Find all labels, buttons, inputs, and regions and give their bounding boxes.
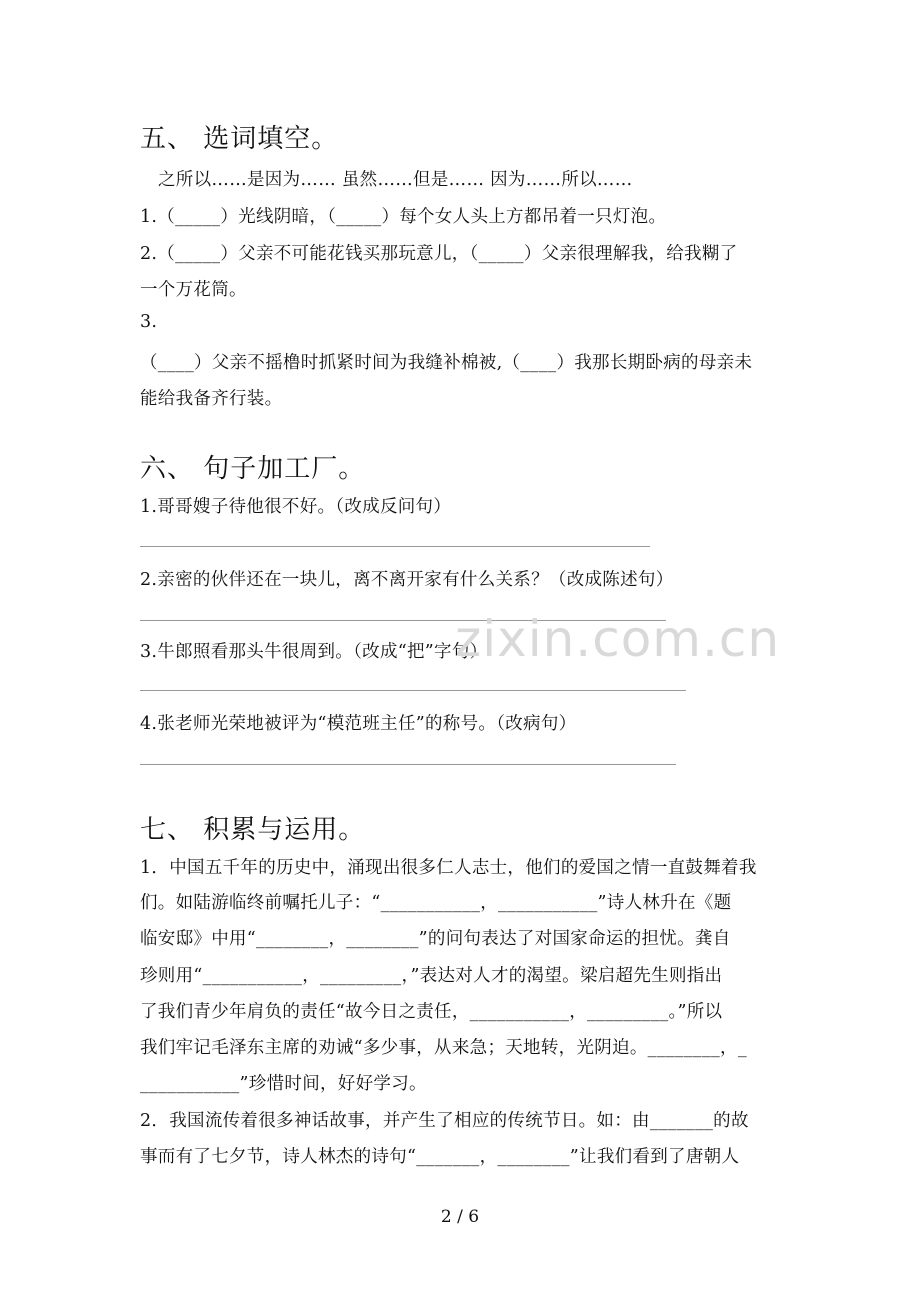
s7-line-7: ___________”珍惜时间，好好学习。 — [140, 1074, 427, 1094]
s5-question-2-line2: 一个万花筒。 — [140, 280, 247, 300]
s6-question-1: 1.哥哥嫂子待他很不好。（改成反问句） — [140, 497, 452, 517]
section7-heading: 七、 积累与运用。 — [140, 815, 366, 845]
watermark: zixin.com.cn — [455, 610, 781, 668]
s7-line-3: 临安邸》中用“________，________”的问句表达了对国家命运的担忧。龚自 — [140, 929, 731, 949]
section6-heading: 六、 句子加工厂。 — [140, 454, 366, 484]
s5-question-3-number: 3. — [140, 312, 158, 332]
s5-question-1: 1.（_____）光线阴暗，（_____）每个女人头上方都吊着一只灯泡。 — [140, 207, 667, 227]
s5-question-3-line1: （____）父亲不摇橹时抓紧时间为我缝补棉被,（____）我那长期卧病的母亲未 — [140, 353, 753, 373]
answer-line-1[interactable] — [140, 546, 650, 547]
s7-line-6: 我们牢记毛泽东主席的劝诫“多少事，从来急；天地转，光阴迫。________，_ — [140, 1038, 747, 1058]
s7-line-5: 了我们青少年肩负的责任“故今日之责任，___________，_________。”所以 — [140, 1002, 723, 1022]
s5-question-3-line2: 能给我备齐行装。 — [140, 389, 283, 409]
s5-question-2-line1: 2.（_____）父亲不可能花钱买那玩意儿，（_____）父亲很理解我，给我糊了 — [140, 244, 738, 264]
s7-line-2: 们。如陆游临终前嘱托儿子：“___________，___________”诗人林升在《题 — [140, 893, 732, 913]
s6-question-2: 2.亲密的伙伴还在一块儿，离不离开家有什么关系？（改成陈述句） — [140, 570, 674, 590]
s7-line-1: 1．中国五千年的历史中，涌现出很多仁人志士，他们的爱国之情一直鼓舞着我 — [140, 858, 757, 878]
page-number: 2 / 6 — [440, 1207, 480, 1227]
s6-question-3: 3.牛郎照看那头牛很周到。（改成“把”字句） — [140, 642, 488, 662]
answer-line-4[interactable] — [140, 764, 676, 765]
answer-line-3[interactable] — [140, 690, 686, 691]
section5-heading: 五、 选词填空。 — [140, 124, 339, 154]
s6-question-4: 4.张老师光荣地被评为“模范班主任”的称号。（改病句） — [140, 714, 577, 734]
s7-line-8: 2．我国流传着很多神话故事，并产生了相应的传统节日。如：由_______的故 — [140, 1111, 749, 1131]
s7-line-4: 珍则用“___________，_________，”表达对人才的渴望。梁启超先生则指出 — [140, 966, 723, 986]
s7-line-9: 事而有了七夕节，诗人林杰的诗句“_______，________”让我们看到了唐朝人 — [140, 1147, 740, 1167]
word-bank: 之所以……是因为…… 虽然……但是…… 因为……所以…… — [158, 170, 633, 190]
